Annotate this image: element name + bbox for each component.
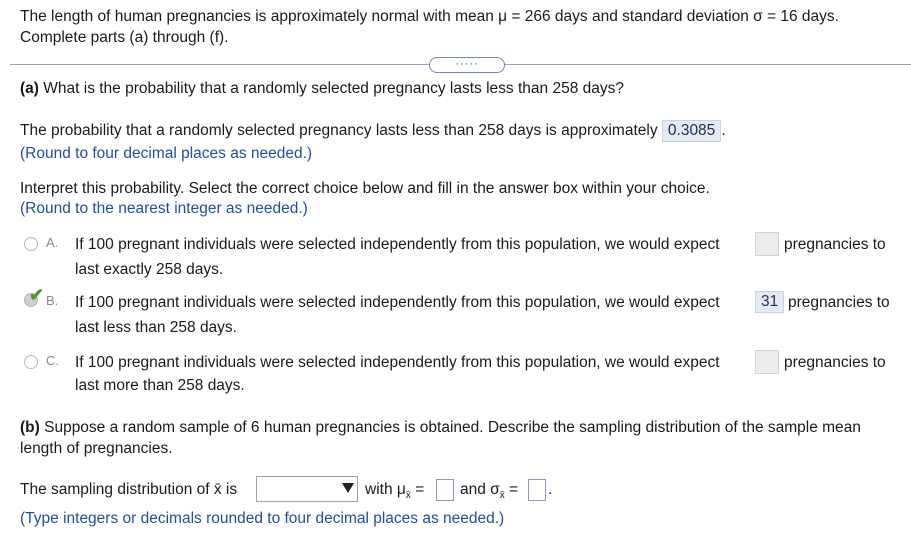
choice-a-line-2: last exactly 258 days.	[75, 261, 224, 278]
round-note-interpret: (Round to the nearest integer as needed.)	[20, 200, 308, 217]
interpret-instruction: Interpret this probability. Select the correct choice below and fill in the answer box within your choice.	[20, 180, 710, 197]
dropdown-arrow-icon	[342, 483, 354, 493]
choice-c-answer-box[interactable]	[755, 350, 779, 374]
choice-b-letter: B.	[46, 293, 59, 308]
mean-input[interactable]	[436, 479, 454, 501]
round-note-a: (Round to four decimal places as needed.)	[20, 145, 313, 162]
probability-answer-box[interactable]: 0.3085	[662, 120, 721, 142]
choice-b-line-2: last less than 258 days.	[75, 319, 237, 336]
part-a-label: (a)	[20, 80, 39, 97]
part-a-answer-prefix: The probability that a randomly selected pregnancy lasts less than 258 days is approximately	[20, 122, 658, 139]
part-b-question-line-2: length of pregnancies.	[20, 440, 173, 457]
part-b-question-text: Suppose a random sample of 6 human pregnancies is obtained. Describe the sampling distribution of the sample mean	[44, 419, 861, 436]
sampling-prefix: The sampling distribution of x̄ is	[20, 481, 238, 498]
distribution-dropdown[interactable]	[256, 476, 358, 502]
show-more-button[interactable]: ·····	[429, 57, 505, 73]
choice-c-line-2: last more than 258 days.	[75, 377, 245, 394]
part-b-note: (Type integers or decimals rounded to four decimal places as needed.)	[20, 510, 505, 527]
choice-a-letter: A.	[46, 235, 59, 250]
sd-label: and $\sigma_{x̄}$ =	[460, 481, 519, 502]
part-a-question-text: What is the probability that a randomly selected pregnancy lasts less than 258 days?	[43, 80, 624, 97]
choice-b-line-1: If 100 pregnant individuals were selected independently from this population, we would expect	[75, 294, 720, 311]
part-b-question-line-1	[20, 419, 861, 437]
choice-c-line-1: If 100 pregnant individuals were selected independently from this population, we would expect	[75, 354, 720, 371]
sd-period: .	[548, 481, 553, 498]
sd-equals: =	[509, 481, 519, 498]
choice-b-answer-box[interactable]: 31	[755, 291, 784, 313]
choice-c-radio[interactable]	[24, 355, 38, 369]
mean-label: with $\mu_{x̄}$ =	[365, 481, 425, 502]
choice-b-after-box: pregnancies to	[788, 294, 890, 311]
choice-a-radio[interactable]	[24, 237, 38, 251]
intro-line-1: The length of human pregnancies is approximately normal with mean μ = 266 days and standard deviation σ = 16 days.	[20, 8, 839, 25]
choice-c-letter: C.	[46, 353, 59, 368]
correct-check-icon: ✔	[29, 285, 45, 305]
intro-line-2: Complete parts (a) through (f).	[20, 29, 229, 46]
choice-a-answer-box[interactable]	[755, 232, 779, 256]
part-a-answer-suffix: .	[721, 122, 726, 139]
choice-a-line-1: If 100 pregnant individuals were selected independently from this population, we would expect	[75, 236, 720, 253]
sd-input[interactable]	[528, 479, 546, 501]
choice-c-after-box: pregnancies to	[784, 354, 886, 371]
with-mu-text: with μ	[365, 481, 406, 498]
and-sigma-text: and σ	[460, 481, 500, 498]
mean-equals: =	[415, 481, 425, 498]
part-a-question	[20, 80, 624, 98]
part-b-label: (b)	[20, 419, 40, 436]
choice-a-after-box: pregnancies to	[784, 236, 886, 253]
part-a-answer-line	[20, 120, 726, 142]
choice-b-answer-wrap	[755, 291, 784, 313]
